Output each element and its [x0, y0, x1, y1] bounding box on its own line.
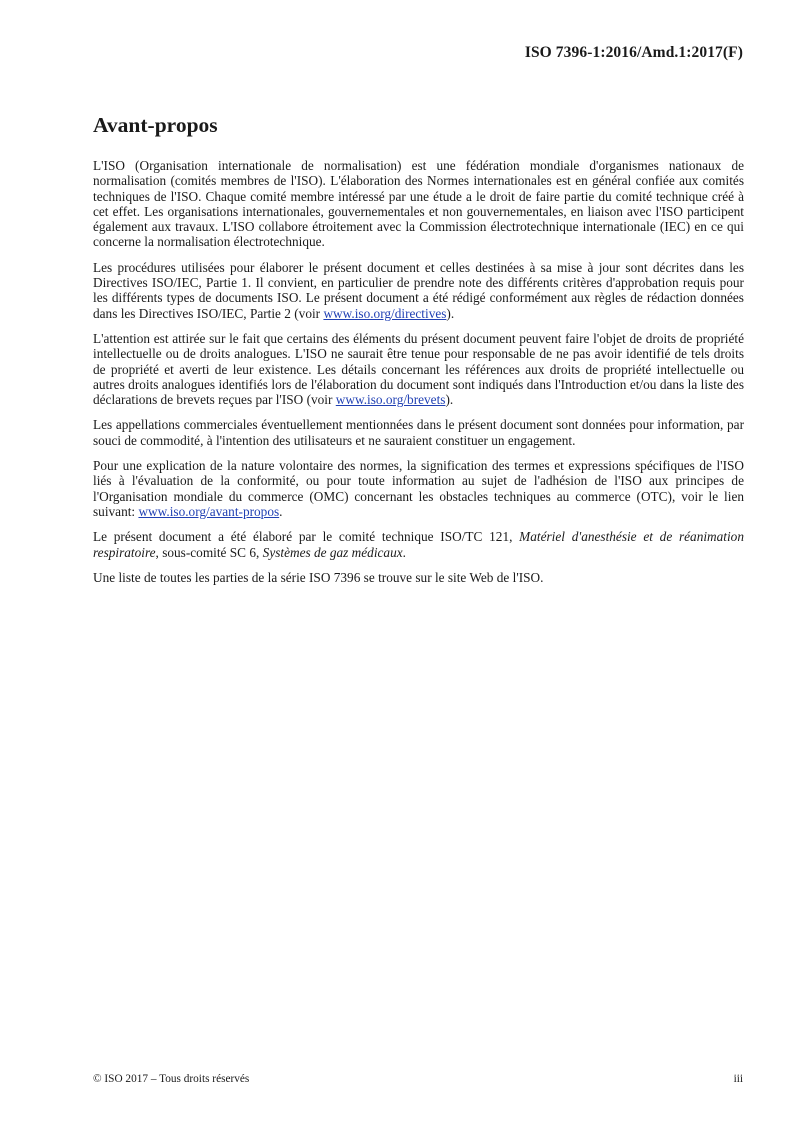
- paragraph-procedures: [93, 260, 744, 321]
- paragraph-committee: [93, 529, 744, 560]
- paragraph-patents-end: ).: [445, 392, 454, 408]
- paragraph-voluntary-nature-text: Pour une explication de la nature volontaire des normes, la signification des termes et expressions spécifiques de l'ISO liés à l'évaluation de la conformité, ou pour toute information au sujet de l'adhésion de l'ISO aux principes de l'Organisation mondiale du commerce (OMC) concernant les obstacles techniques au commerce (OTC), voir le lien suivant:: [93, 458, 744, 519]
- paragraph-procedures-text: Les procédures utilisées pour élaborer le présent document et celles destinées à sa mise à jour sont décrites dans les Directives ISO/IEC, Partie 1. Il convient, en particulier de prendre note des différents critères d'approbation requis pour les différents types de documents ISO. Le présent document a été rédigé conformément aux règles de rédaction données dans les Directives ISO/IEC, Partie 2 (voir: [93, 259, 744, 321]
- directives-link[interactable]: www.iso.org/directives: [323, 305, 447, 321]
- paragraph-committee-c: , sous-comité SC 6,: [155, 544, 263, 560]
- foreword-section: [93, 112, 744, 595]
- patents-link[interactable]: www.iso.org/brevets: [335, 392, 446, 408]
- paragraph-committee-a: Le présent document a été élaboré par le comité technique ISO/TC 121,: [93, 529, 520, 545]
- paragraph-iso-intro: L'ISO (Organisation internationale de normalisation) est une fédération mondiale d'organismes nationaux de normalisation (comités membres de l'ISO). L'élaboration des Normes internationales est en général confiée aux comités techniques de l'ISO. Chaque comité membre intéressé par une étude a le droit de faire partie du comité technique créé à cet effet. Les organisations internationales, gouvernementales et non gouvernementales, en liaison avec l'ISO participent également aux travaux. L'ISO collabore étroitement avec la Commission électrotechnique internationale (IEC) en ce qui concerne la normalisation électrotechnique.: [93, 158, 744, 250]
- foreword-link[interactable]: www.iso.org/avant-propos: [138, 503, 280, 519]
- paragraph-voluntary-nature-end: .: [279, 503, 283, 519]
- paragraph-patents: [93, 331, 744, 407]
- footer-page-number: iii: [733, 1073, 743, 1085]
- footer-copyright: © ISO 2017 – Tous droits réservés: [93, 1073, 250, 1085]
- paragraph-procedures-end: ).: [446, 305, 455, 321]
- paragraph-patents-text: L'attention est attirée sur le fait que certains des éléments du présent document peuvent faire l'objet de droits de propriété intellectuelle ou de droits analogues. L'ISO ne saurait être tenue pour responsable de ne pas avoir identifié de tels droits de propriété et averti de leur existence. Les détails concernant les références aux droits de propriété intellectuelle ou autres droits analogues identifiés lors de l'élaboration du document sont indiqués dans l'Introduction et/ou dans la liste des déclarations de brevets reçues par l'ISO (voir: [93, 330, 744, 408]
- subcommittee-title: Systèmes de gaz médicaux: [262, 544, 403, 560]
- paragraph-voluntary-nature: [93, 458, 744, 519]
- paragraph-series-list: Une liste de toutes les parties de la série ISO 7396 se trouve sur le site Web de l'ISO.: [93, 569, 544, 585]
- committee-title: Matériel d'anesthésie et de réanimation respiratoire: [93, 529, 744, 560]
- document-code: ISO 7396-1:2016/Amd.1:2017(F): [524, 44, 743, 61]
- paragraph-committee-e: .: [402, 544, 406, 560]
- paragraph-trade-names: Les appellations commerciales éventuellement mentionnées dans le présent document sont données pour information, par souci de commodité, à l'intention des utilisateurs et ne sauraient constituer un engagement.: [93, 417, 744, 448]
- page-title: Avant-propos: [93, 113, 218, 137]
